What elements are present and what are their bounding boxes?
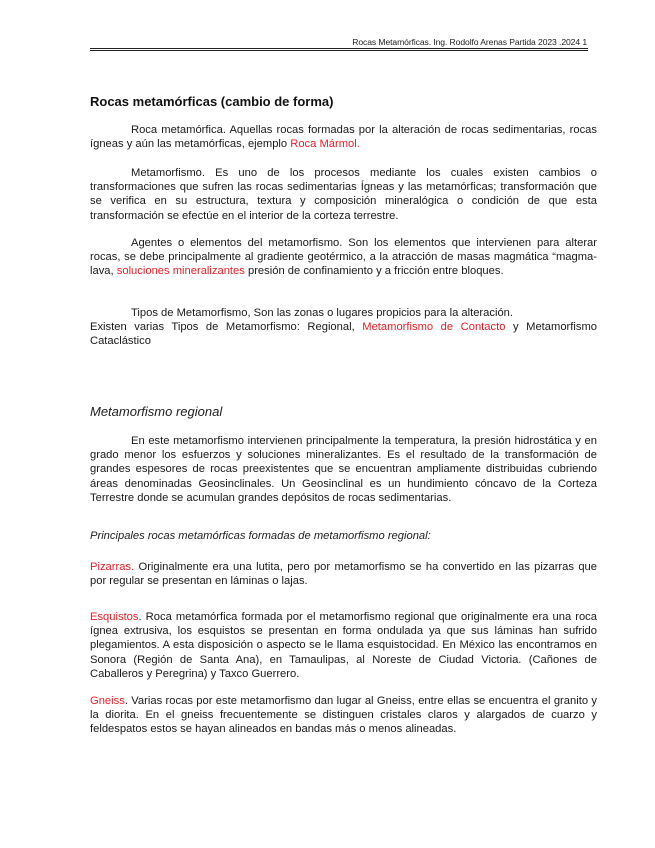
paragraph-agentes [90, 236, 597, 279]
running-header: Rocas Metamórficas. Ing. Rodolfo Arenas Partida 2023 .2024 1 [352, 37, 587, 47]
header-rule [90, 48, 588, 51]
rock-name: Esquistos [90, 611, 139, 623]
highlight-soluciones-mineralizantes: soluciones mineralizantes [116, 265, 245, 278]
rock-name: Pizarras. [90, 561, 135, 573]
highlight-metamorfismo-contacto: Metamorfismo de Contacto [362, 321, 506, 334]
rock-name: Gneiss [90, 695, 125, 707]
rock-item-gneiss [90, 694, 597, 737]
rock-item-esquistos [90, 610, 597, 681]
tipos-intro-line: Tipos de Metamorfismo, Son las zonas o lugares propicios para la alteración. [131, 307, 514, 319]
highlight-roca-marmol: Roca Mármol. [290, 138, 360, 151]
section-heading-regional: Metamorfismo regional [90, 404, 223, 419]
paragraph-text: Existen varias Tipos de Metamorfismo: Regional, [90, 321, 363, 334]
paragraph-text: y Metamorfismo Cataclástico [90, 321, 597, 348]
rock-item-pizarras [90, 560, 597, 588]
rock-description: Originalmente era una lutita, pero por metamorfismo se ha convertido en las pizarras que por regular se presentan en láminas o lajas. [90, 561, 597, 588]
page-title: Rocas metamórficas (cambio de forma) [90, 94, 334, 109]
tipos-list [90, 320, 597, 348]
paragraph-roca-metamorfica [90, 123, 597, 151]
paragraph-regional: En este metamorfismo intervienen principalmente la temperatura, la presión hidrostática y en grado menor los esfuerzos y soluciones mineralizantes. Es el resultado de la transformación de grandes espesores de rocas preexistentes que se encuentran ampliamente distribuidas cubriendo áreas denominadas Geosinclinales. Un Geosinclinal es un hundimiento cóncavo de la Corteza Terrestre donde se acumulan grandes depósitos de rocas sedimentarias. [90, 435, 597, 504]
paragraph-text: Roca metamórfica. Aquellas rocas formadas por la alteración de rocas sedimentarias, rocas ígneas y aún las metamórficas, ejemplo [90, 124, 597, 151]
paragraph-metamorfismo: Metamorfismo. Es uno de los procesos mediante los cuales existen cambios o transformaciones que sufren las rocas sedimentarias Ígneas y las metamórficas; transformación que se verifica en su estructura, textura y composición mineralógica o condición de que esta transformación se efectúe en el interior de la corteza terrestre. [90, 167, 597, 222]
paragraph-tipos [90, 306, 597, 349]
rock-description: . Varias rocas por este metamorfismo dan lugar al Gneiss, entre ellas se encuentra el granito y la diorita. En el gneiss frecuentemente se distinguen cristales claros y alargados de cuarzo y feldespatos estos se hayan alineados en bandas más o menos alineadas. [90, 695, 597, 736]
subheading-principales-rocas: Principales rocas metamórficas formadas de metamorfismo regional: [90, 530, 431, 542]
paragraph-text: presión de confinamiento y a fricción entre bloques. [244, 265, 504, 278]
paragraph-text: Agentes o elementos del metamorfismo. Son los elementos que intervienen para alterar rocas, se debe principalmente al gradiente geotérmico, a la atracción de masas magmática “magma-lava, [90, 237, 597, 278]
rock-description: . Roca metamórfica formada por el metamorfismo regional que originalmente era una roca ígnea extrusiva, los esquistos se presentan en forma ondulada ya que sus láminas han sufrido plegamientos. A esta disposición o aspecto se le llama esquistocidad. En México las encontramos en Sonora (Región de Santa Ana), en Tamaulipas, al Noreste de Ciudad Victoria. (Cañones de Caballeros y Peregrina) y Taxco Guerrero. [90, 611, 597, 680]
